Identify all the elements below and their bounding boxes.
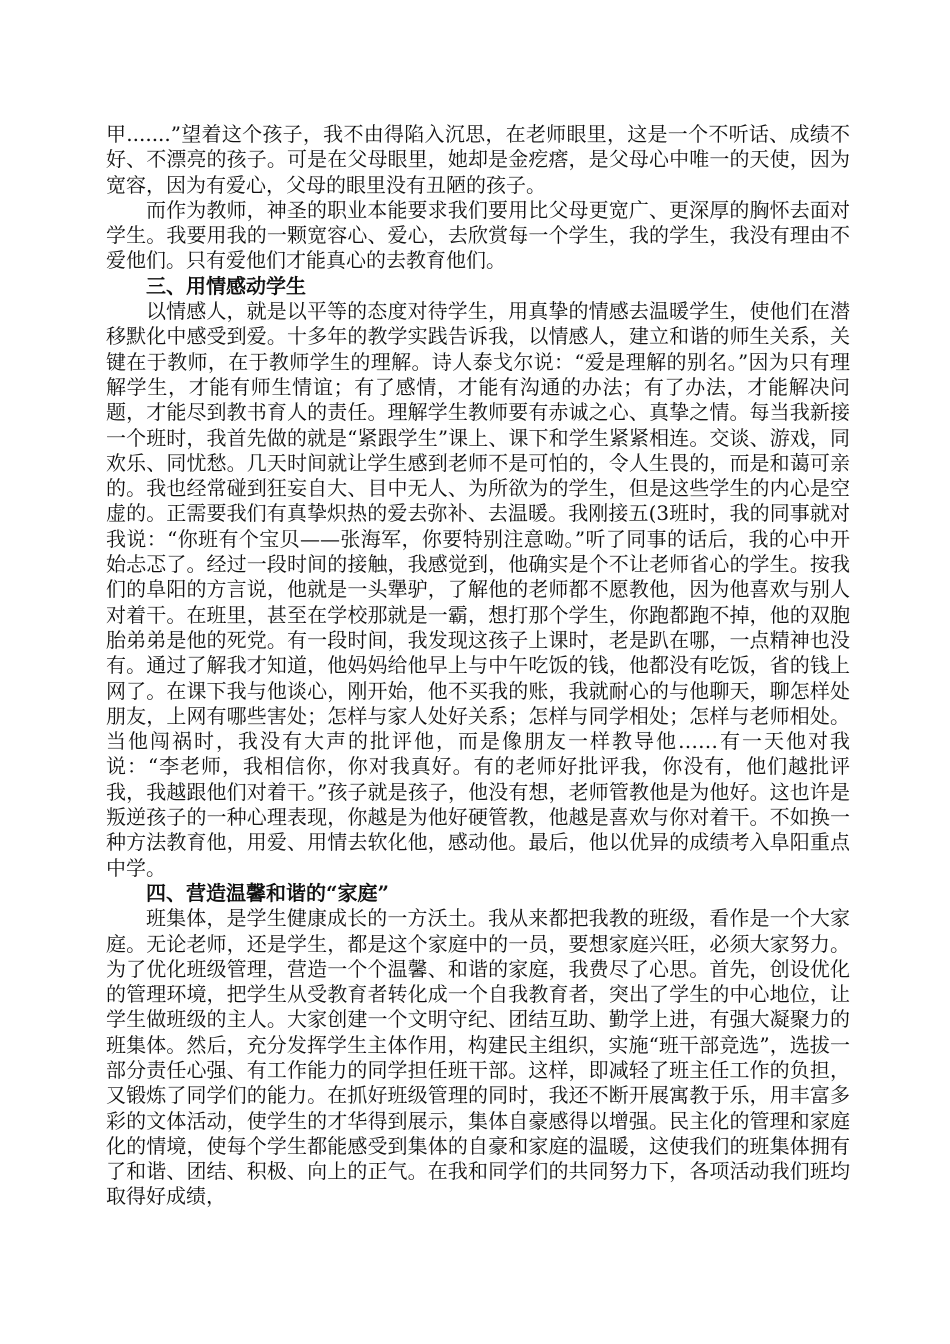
paragraph-teacher-duty: 而作为教师，神圣的职业本能要求我们要用比父母更宽广、更深厚的胸怀去面对学生。我要用我的一颗宽容心、爱心，去欣赏每一个学生，我的学生，我没有理由不爱他们。只有爱他们才能真心的去教育他们。 [106,197,850,273]
section-heading-3: 三、用情感动学生 [146,273,306,298]
section-heading-4: 四、营造温馨和谐的“家庭” [146,880,390,905]
paragraph-continuation: 甲.......”望着这个孩子，我不由得陷入沉思，在老师眼里，这是一个不听话、成绩不好、不漂亮的孩子。可是在父母眼里，她却是金疙瘩，是父母心中唯一的天使，因为宽容，因为有爱心，父母的眼里没有丑陋的孩子。 [106,122,850,197]
paragraph-emotion: 以情感人，就是以平等的态度对待学生，用真挚的情感去温暖学生，使他们在潜移默化中感受到爱。十多年的教学实践告诉我，以情感人，建立和谐的师生关系，关键在于教师，在于教师学生的理解。诗人泰戈尔说：“爱是理解的别名。”因为只有理解学生，才能有师生情谊；有了感情，才能有沟通的办法；有了办法，才能解决问题，才能尽到教书育人的责任。理解学生教师要有赤诚之心、真挚之情。每当我新接一个班时，我首先做的就是“紧跟学生”课上、课下和学生紧紧相连。交谈、游戏，同欢乐、同忧愁。几天时间就让学生感到老师不是可怕的，令人生畏的，而是和蔼可亲的。我也经常碰到狂妄自大、目中无人、为所欲为的学生，但是这些学生的内心是空虚的。正需要我们有真挚炽热的爱去弥补、去温暖。我刚接五(3班时，我的同事就对我说：“你班有个宝贝——张海军，你要特别注意呦。”听了同事的话后，我的心中开始忐忑了。经过一段时间的接触，我感觉到，他确实是个不让老师省心的学生。按我们的阜阳的方言说，他就是一头犟驴，了解他的老师都不愿教他，因为他喜欢与别人对着干。在班里，甚至在学校那就是一霸，想打那个学生，你跑都跑不掉，他的双胞胎弟弟是他的死党。有一段时间，我发现这孩子上课时，老是趴在哪，一点精神也没有。通过了解我才知道，他妈妈给他早上与中午吃饭的钱，他都没有吃饭，省的钱上网了。在课下我与他谈心，刚开始，他不买我的账，我就耐心的与他聊天，聊怎样处朋友，上网有哪些害处；怎样与家人处好关系；怎样与同学相处；怎样与老师相处。当他闯祸时，我没有大声的批评他，而是像朋友一样教导他……有一天他对我说：“李老师，我相信你，你对我真好。有的老师好批评我，你没有，他们越批评我，我越跟他们对着干。”孩子就是孩子，他没有想，老师管教他是为他好。这也许是叛逆孩子的一种心理表现，你越是为他好硬管教，他越是喜欢与你对着干。不如换一种方法教育他，用爱、用情去软化他，感动他。最后，他以优异的成绩考入阜阳重点中学。 [106,299,850,880]
document-page [106,122,850,1210]
paragraph-class-family: 班集体，是学生健康成长的一方沃土。我从来都把我教的班级，看作是一个大家庭。无论老师，还是学生，都是这个家庭中的一员，要想家庭兴旺，必须大家努力。为了优化班级管理，营造一个个温馨、和谐的家庭，我费尽了心思。首先，创设优化的管理环境，把学生从受教育者转化成一个自我教育者，突出了学生的中心地位，让学生做班级的主人。大家创建一个文明守纪、团结互助、勤学上进，有强大凝聚力的班集体。然后，充分发挥学生主体作用，构建民主组织，实施“班干部竞选”，选拔一部分责任心强、有工作能力的同学担任班干部。这样，即减轻了班主任工作的负担，又锻炼了同学们的能力。在抓好班级管理的同时，我还不断开展寓教于乐，用丰富多彩的文体活动，使学生的才华得到展示，集体自豪感得以增强。民主化的管理和家庭化的情境，使每个学生都能感受到集体的自豪和家庭的温暖，这使我们的班集体拥有了和谐、团结、积极、向上的正气。在我和同学们的共同努力下，各项活动我们班均取得好成绩， [106,906,850,1209]
